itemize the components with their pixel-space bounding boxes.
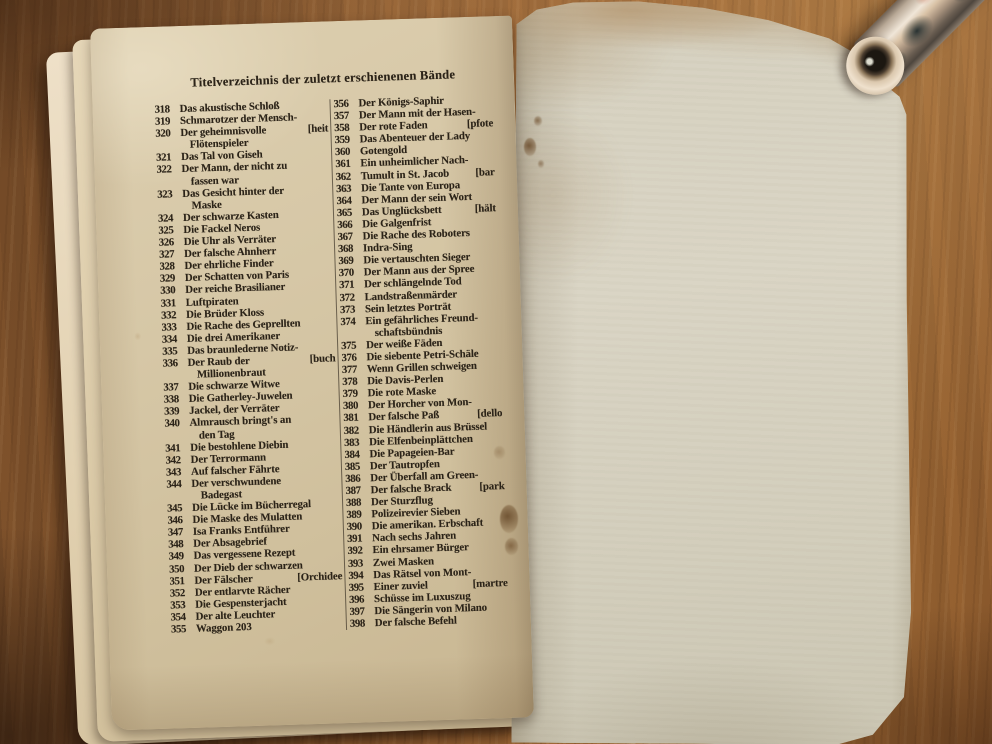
entry-number: 324 <box>157 212 174 225</box>
entry-number: 387 <box>345 484 361 497</box>
entry-title: Nach sechs Jahren <box>371 529 457 545</box>
entry-number: 380 <box>342 399 359 413</box>
entry-catchword: [park <box>479 480 505 493</box>
entry-number: 395 <box>348 581 364 594</box>
entry-number: 374 <box>340 315 356 328</box>
entry-number <box>341 327 366 340</box>
entry-number: 333 <box>161 320 177 334</box>
entry-title: Der schlängelnde Tod <box>364 275 462 291</box>
entry-title: Der Mann mit der Hasen- <box>358 105 476 122</box>
entry-title: Landstraßenmärder <box>364 287 458 303</box>
entry-title: Die Uhr als Verräter <box>183 233 277 248</box>
entry-title: Die Tante von Europa <box>360 178 461 195</box>
entry-title: Die Brüder Kloss <box>185 306 265 321</box>
entry-title: Gotengold <box>359 144 408 158</box>
ink-spot <box>524 138 536 156</box>
entry-number: 319 <box>154 115 171 128</box>
entry-title: Die amerikan. Erbschaft <box>371 516 484 533</box>
entry-number: 386 <box>345 472 361 485</box>
entry-title: Polizeirevier Sieben <box>371 505 461 521</box>
entry-title: Der falsche Brack <box>370 481 452 497</box>
entry-number: 355 <box>170 623 187 636</box>
ink-spot <box>500 505 518 533</box>
entry-catchword: [martre <box>472 576 508 590</box>
entry-title: Der ehrliche Finder <box>184 257 274 273</box>
entry-title: Tumult in St. Jacob <box>360 167 450 182</box>
entry-title: Millionenbraut <box>196 366 266 381</box>
entry-number: 367 <box>337 230 353 244</box>
entry-number: 358 <box>334 121 350 135</box>
entry-number: 383 <box>343 436 360 449</box>
title-index <box>154 66 509 635</box>
entry-title: Der falsche Paß <box>368 409 440 424</box>
entry-title: Waggon 203 <box>195 621 252 635</box>
entry-title: Der Tautropfen <box>369 457 440 473</box>
index-left-page <box>90 16 534 731</box>
entry-number: 359 <box>334 133 350 147</box>
entry-title: Die Rache des Geprellten <box>186 317 301 333</box>
entry-title: Der falsche Ahnherr <box>184 245 277 261</box>
entry-number: 398 <box>349 617 366 630</box>
entry-title: Die Maske des Mulatten <box>192 510 303 527</box>
entry-catchword: [Orchidee <box>297 569 343 584</box>
entry-title: Einer zuviel <box>373 579 428 593</box>
entry-title: schaftsbündnis <box>374 324 443 339</box>
entry-title: Die Papageien-Bar <box>369 445 455 460</box>
entry-number <box>167 490 192 503</box>
ink-spot <box>505 538 518 555</box>
entry-number: 346 <box>167 514 183 527</box>
entry-catchword: [pfote <box>466 117 494 131</box>
entry-title: Die Lücke im Bücherregal <box>191 498 312 514</box>
entry-number: 391 <box>347 532 363 546</box>
entry-number: 389 <box>346 508 362 522</box>
entry-title: Der weiße Fäden <box>365 336 443 352</box>
entry-number: 382 <box>343 424 359 437</box>
entry-number: 343 <box>165 465 182 479</box>
entry-title: Die Galgenfrist <box>362 216 432 231</box>
entry-title: Die siebente Petri-Schäle <box>366 347 479 364</box>
entry-number: 365 <box>336 206 353 219</box>
entry-number: 342 <box>165 453 181 467</box>
entry-catchword: [dello <box>476 407 503 421</box>
entry-title: Flötenspieler <box>189 137 249 152</box>
index-header: Titelverzeichnis der zuletzt erschienenen Bände <box>190 67 456 90</box>
entry-title: Das Tal von Giseh <box>180 148 263 164</box>
entry-number: 326 <box>158 236 175 249</box>
entry-number: 381 <box>343 412 359 425</box>
entry-number: 379 <box>342 387 358 401</box>
entry-number: 360 <box>334 146 351 159</box>
entry-catchword: [bar <box>475 165 495 179</box>
entry-number: 338 <box>163 393 179 406</box>
entry-number <box>163 369 188 382</box>
entry-number: 362 <box>335 170 351 183</box>
entry-number: 341 <box>165 441 181 455</box>
entry-title: Der Fälscher <box>194 572 253 587</box>
entry-title: Die bestohlene Diebin <box>190 438 289 454</box>
entry-title: Der Königs-Saphir <box>358 94 445 110</box>
entry-title: Die rote Maske <box>367 385 437 400</box>
entry-number: 339 <box>163 405 180 419</box>
entry-number: 351 <box>169 574 185 588</box>
ink-spot <box>494 446 505 459</box>
entry-number: 340 <box>164 417 180 431</box>
entry-number: 357 <box>333 109 350 123</box>
entry-number: 329 <box>159 272 176 286</box>
entry-number: 373 <box>339 303 356 316</box>
entry-title: Der verschwundene <box>191 474 282 490</box>
entry-number <box>157 176 182 189</box>
entry-title: Isa Franks Entführer <box>192 523 290 539</box>
entry-title: Das vergessene Rezept <box>193 547 296 563</box>
entry-title: Sein letztes Porträt <box>364 300 452 315</box>
entry-catchword: [heit <box>307 122 329 136</box>
entry-number: 337 <box>163 381 179 394</box>
entry-title: Das Abenteuer der Lady <box>359 130 471 146</box>
entry-number: 320 <box>155 127 171 140</box>
entry-number: 388 <box>345 496 362 510</box>
entry-number: 323 <box>157 187 173 201</box>
entry-title: Der reiche Brasilianer <box>185 281 286 297</box>
entry-number: 396 <box>348 593 365 606</box>
entry-number: 376 <box>341 351 357 365</box>
entry-number: 370 <box>338 266 355 280</box>
entry-title: Almrausch bringt's an <box>189 414 292 430</box>
entry-title: Der geheimnisvolle <box>180 124 267 140</box>
entry-title: Die Elfenbeinplättchen <box>368 432 473 448</box>
entry-title: Die drei Amerikaner <box>186 329 281 345</box>
entry-number <box>158 200 183 213</box>
entry-title: Das Gesicht hinter der <box>182 184 285 200</box>
entry-number: 378 <box>342 375 358 389</box>
entry-title: Die Gespensterjacht <box>195 595 287 611</box>
entry-title: Der rote Faden <box>359 119 428 134</box>
entry-title: Wenn Grillen schweigen <box>366 359 477 376</box>
entry-title: Die Händlerin aus Brüssel <box>368 420 488 436</box>
entry-number: 334 <box>161 333 178 346</box>
index-columns <box>154 93 509 635</box>
entry-number: 356 <box>333 97 349 111</box>
entry-title: Das Rätsel von Mont- <box>373 565 472 581</box>
entry-number: 361 <box>335 158 351 171</box>
entry-number: 364 <box>336 194 352 207</box>
entry-number: 385 <box>344 460 361 473</box>
entry-title: Der Mann, der nicht zu <box>181 160 288 176</box>
entry-number: 363 <box>335 182 352 195</box>
entry-title: Der Absagebrief <box>193 535 268 551</box>
entry-number: 397 <box>349 605 365 618</box>
entry-title: Der falsche Befehl <box>374 614 457 630</box>
entry-number: 330 <box>160 284 176 298</box>
entry-number: 375 <box>340 339 357 352</box>
entry-number: 318 <box>154 103 170 116</box>
entry-number: 350 <box>168 562 185 576</box>
index-column-left <box>154 98 344 635</box>
entry-number: 369 <box>338 254 354 268</box>
entry-title: Der Mann aus der Spree <box>363 263 475 279</box>
entry-number: 331 <box>160 296 176 310</box>
entry-title: Die Gatherley-Juwelen <box>188 389 293 406</box>
entry-number: 347 <box>167 526 184 539</box>
entry-title: Die vertauschten Sieger <box>363 251 471 267</box>
entry-title: fassen war <box>190 173 239 188</box>
entry-title: Ein unheimlicher Nach- <box>360 154 469 170</box>
entry-title: Das Unglücksbett <box>361 203 442 219</box>
entry-number <box>156 139 181 152</box>
entry-number: 384 <box>344 448 360 461</box>
entry-number: 393 <box>347 557 364 570</box>
entry-number: 328 <box>159 260 175 273</box>
blank-right-page <box>511 1 922 744</box>
entry-number: 390 <box>346 520 362 534</box>
entry-number: 325 <box>158 224 174 237</box>
ink-spot <box>534 116 542 126</box>
entry-title: Die Davis-Perlen <box>367 373 444 388</box>
entry-number: 394 <box>348 569 364 582</box>
entry-title: Die Rache des Roboters <box>362 227 471 243</box>
entry-title: Das akustische Schloß <box>179 99 280 116</box>
entry-catchword: [buch <box>309 352 336 366</box>
entry-title: Der entlarvte Rächer <box>194 583 291 599</box>
entry-number: 345 <box>167 502 183 515</box>
entry-title: Maske <box>191 198 222 212</box>
entry-title: Ein gefährliches Freund- <box>365 311 479 327</box>
entry-number: 368 <box>337 242 354 256</box>
entry-title: Der Mann der sein Wort <box>361 190 473 207</box>
entry-title: Die schwarze Witwe <box>188 378 280 394</box>
entry-title: Der Schatten von Paris <box>184 268 290 285</box>
entry-number: 348 <box>168 538 184 551</box>
entry-number: 349 <box>168 550 184 564</box>
entry-number: 335 <box>162 345 178 358</box>
entry-title: Der Dieb der schwarzen <box>193 558 303 575</box>
entry-number: 322 <box>156 163 172 177</box>
entry-title: Der schwarze Kasten <box>182 208 279 224</box>
entry-number: 336 <box>162 357 178 370</box>
entry-title: Schüsse im Luxuszug <box>373 589 471 606</box>
index-column-right <box>333 93 509 630</box>
page-smudge <box>514 91 706 352</box>
entry-title: Auf falscher Fährte <box>190 462 280 478</box>
entry-title: Der Raub der <box>187 354 250 369</box>
entry-title: Der Horcher von Mon- <box>367 396 473 412</box>
entry-title: Luftpiraten <box>185 294 239 309</box>
entry-number: 321 <box>155 151 172 165</box>
entry-number: 332 <box>160 308 177 322</box>
entry-number: 372 <box>339 291 355 304</box>
entry-number: 377 <box>341 363 358 377</box>
entry-number: 353 <box>170 598 186 612</box>
entry-title: Indra-Sing <box>362 240 413 255</box>
entry-title: Jackel, der Verräter <box>188 402 280 418</box>
entry-number: 327 <box>159 248 175 261</box>
entry-title: den Tag <box>198 427 235 442</box>
entry-title: Schmarotzer der Mensch- <box>179 111 298 128</box>
entry-title: Der Terrormann <box>190 451 267 466</box>
entry-number: 392 <box>347 544 363 558</box>
entry-title: Badegast <box>200 488 243 502</box>
entry-title: Zwei Masken <box>372 554 435 569</box>
entry-title: Der Sturzflug <box>370 494 433 509</box>
entry-title: Ein ehrsamer Bürger <box>372 541 469 557</box>
entry-number <box>165 429 190 442</box>
entry-number: 352 <box>169 586 186 600</box>
entry-catchword: [hält <box>474 201 497 215</box>
entry-title: Die Sängerin von Milano <box>374 601 488 618</box>
entry-number: 366 <box>337 218 353 232</box>
entry-title: Der alte Leuchter <box>195 608 276 623</box>
entry-title: Die Fackel Neros <box>183 221 261 236</box>
entry-number: 371 <box>339 279 355 292</box>
ink-spot <box>538 160 544 168</box>
entry-number: 344 <box>166 478 182 491</box>
entry-title: Der Überfall am Green- <box>370 468 479 485</box>
entry-title: Das braunlederne Notiz- <box>187 341 299 357</box>
entry-number: 354 <box>170 611 186 624</box>
